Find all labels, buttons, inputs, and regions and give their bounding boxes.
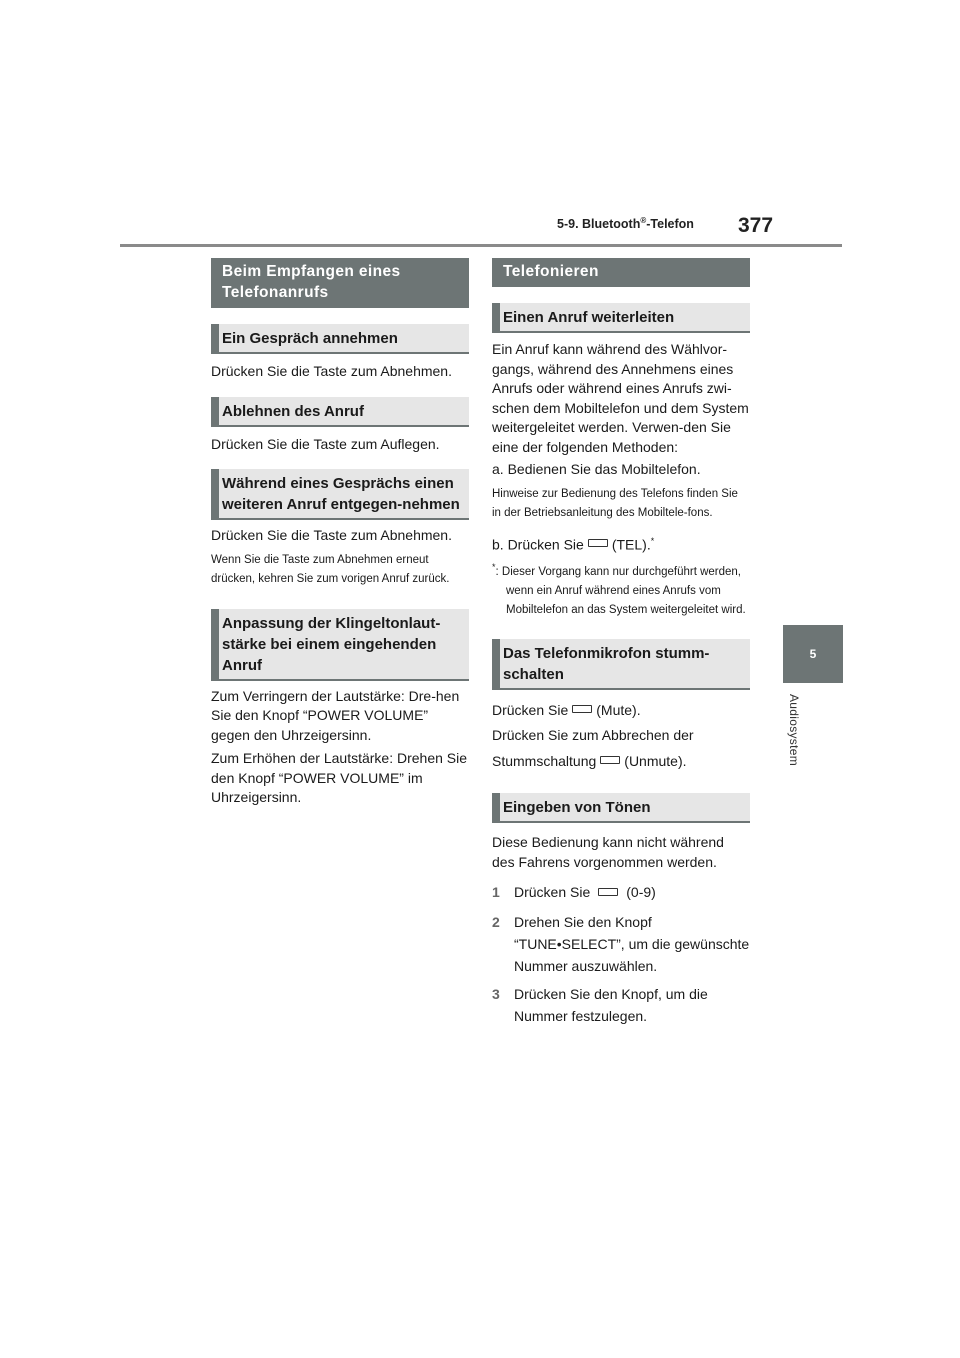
heading-transfer-call: Einen Anruf weiterleiten [492,303,750,333]
footnote-asterisk: * [492,561,496,572]
answer-call-text: Drücken Sie die Taste zum Abnehmen. [211,363,452,379]
left-column [211,258,469,808]
heading-receiving-call: Beim Empfangen eines Telefonanrufs [211,258,469,308]
unmute-line-1: Drücken Sie zum Abbrechen der [492,727,694,744]
chapter-tab: 5 [783,625,843,683]
section-title-prefix: 5-9. Bluetooth [557,217,641,232]
registered-mark: ® [640,216,647,225]
step-1-prefix: Drücken Sie [514,884,591,901]
transfer-option-b [492,532,750,555]
tel-button-icon [588,539,608,547]
mute-line [492,701,750,721]
second-call-note: Wenn Sie die Taste zum Abnehmen erneut drücken, kehren Sie zum vorigen Anruf zurück. [211,553,450,585]
right-column [492,258,750,1027]
heading-mute-mic: Das Telefonmikrofon stumm-schalten [492,639,750,690]
heading-reject-call: Ablehnen des Anruf [211,397,469,427]
transfer-option-a: a. Bedienen Sie das Mobiltelefon. [492,461,701,477]
volume-decrease-text: Zum Verringern der Lautstärke: Dre-hen Sie den Knopf “POWER VOLUME” gegen den Uhrzeigersinn. [211,687,460,743]
page-number: 377 [738,214,774,237]
section-title-suffix: -Telefon [646,217,694,232]
volume-increase-text: Zum Erhöhen der Lautstärke: Drehen Sie den Knopf “POWER VOLUME” im Uhrzeigersinn. [211,750,468,805]
transfer-option-b-prefix: b. Drücken Sie [492,536,584,553]
header-divider [120,244,842,247]
reject-call-text: Drücken Sie die Taste zum Auflegen. [211,435,440,452]
mute-line-prefix: Drücken Sie [492,701,569,718]
transfer-option-b-suffix: (TEL). [611,536,651,553]
step-text [514,881,750,903]
step-text: Drücken Sie den Knopf, um die Nummer festzulegen. [514,986,708,1025]
transfer-call-text: Ein Anruf kann während des Wählvor-gangs, während des Annehmens eines Anrufs oder während eines Anrufs zwi-schen dem Mobiltelefon und dem System weitergeleitet werden. Verwen-den Sie eine der folgenden Methoden: [492,341,749,455]
mute-button-icon [572,705,592,713]
unmute-line-2 [492,752,750,772]
heading-second-call: Während eines Gesprächs einen weiteren Anruf entgegen-nehmen [211,469,469,520]
unmute-button-icon [600,756,620,764]
heading-enter-tones: Eingeben von Tönen [492,793,750,823]
section-title [557,216,694,231]
step-text: Drehen Sie den Knopf “TUNE•SELECT”, um die gewünschte Nummer auszuwählen. [514,914,750,975]
unmute-line-prefix: Stummschaltung [492,752,597,769]
step-1-suffix: (0-9) [626,884,656,901]
step-2 [492,911,750,977]
heading-telephoning: Telefonieren [492,258,750,287]
footnote-mark: * [650,535,655,546]
second-call-text: Drücken Sie die Taste zum Abnehmen. [211,527,452,543]
step-1 [492,881,750,903]
enter-tones-text: Diese Bedienung kann nicht während des Fahrens vorgenommen werden. [492,834,724,870]
heading-answer-call: Ein Gespräch annehmen [211,324,469,354]
mute-line-suffix: (Mute). [596,701,641,718]
step-3 [492,983,750,1027]
unmute-line-suffix: (Unmute). [624,752,687,769]
step-number: 3 [492,986,500,1003]
heading-ringtone-volume: Anpassung der Klingeltonlaut-stärke bei einem eingehenden Anruf [211,609,469,681]
footnote-text: : Dieser Vorgang kann nur durchgeführt werden, wenn ein Anruf während eines Anrufs vom Mobiltelefon an das System weitergeleitet wird. [495,565,746,617]
step-number: 2 [492,914,500,931]
step-number: 1 [492,884,500,901]
tone-button-icon [598,888,618,896]
transfer-hint: Hinweise zur Bedienung des Telefons finden Sie in der Betriebsanleitung des Mobiltele-fons. [492,487,738,519]
transfer-footnote [492,558,750,621]
chapter-label: Audiosystem [787,694,801,766]
